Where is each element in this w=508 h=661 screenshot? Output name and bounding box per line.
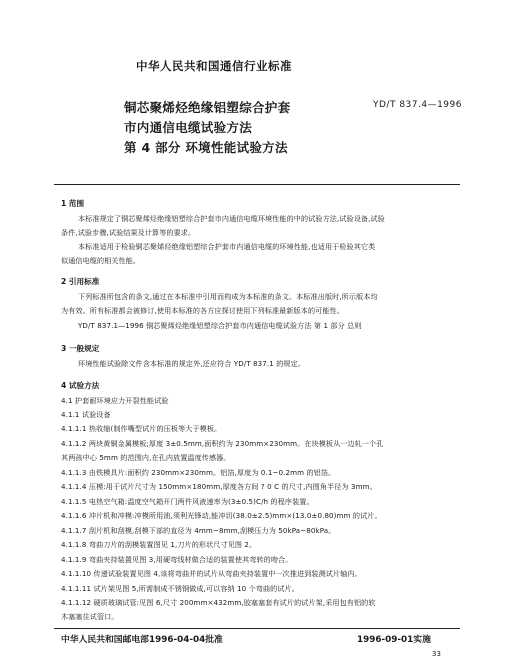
item-4-1-1-12-line-1: 4.1.1.12 硬质玻璃试管:见图 6,尺寸 200mm×432mm,胶塞塞套有试片的试片架,采用包有铝的软 bbox=[61, 598, 376, 607]
section-2-referenced-standard: YD/T 837.1—1996 铜芯聚烯烃绝缘铝塑综合护套市内通信电缆试验方法 第 1 部分 总则 bbox=[78, 321, 362, 330]
page-number: 33 bbox=[432, 650, 441, 658]
subsection-4-1: 4.1 护套耐环境应力开裂性能试验 bbox=[61, 396, 169, 405]
section-1-para-2-line-2: 似通信电缆的相关性能。 bbox=[61, 256, 141, 265]
section-4-heading: 4 试验方法 bbox=[61, 381, 100, 390]
title-line-1: 铜芯聚烯烃绝缘铝塑综合护套 bbox=[124, 100, 291, 115]
title-line-3: 第 4 部分 环境性能试验方法 bbox=[124, 140, 288, 155]
item-4-1-1-2-line-2: 其两孩中心 5mm 的范围内,在孔内放置温度传感器。 bbox=[61, 453, 231, 462]
item-4-1-1-4: 4.1.1.4 压模:用于试片尺寸为 150mm×180mm,厚度各方间 ? 0 C 的尺寸,内围角半径为 3mm。 bbox=[61, 482, 377, 491]
section-1-para-1-line-2: 条件,试验步骤,试验结果及计算等的要求。 bbox=[61, 228, 196, 237]
section-1-para-1-line-1: 本标准规定了铜芯聚烯烃绝缘铝塑综合护套市内通信电缆环境性能的中的试验方法,试验设备,试验 bbox=[78, 214, 385, 223]
standard-number: YD/T 837.4—1996 bbox=[373, 100, 462, 110]
section-3-heading: 3 一般规定 bbox=[61, 344, 100, 353]
item-4-1-1-7: 4.1.1.7 刮片机和刮模,刮模下部的直径为 4mm~8mm,刮模压力为 50kPa~80kPa。 bbox=[61, 526, 336, 535]
item-4-1-1-1: 4.1.1.1 热收缩(制作嘴型试片的压板等大于模板。 bbox=[61, 424, 222, 433]
section-1-para-2-line-1: 本标准适用于检验铜芯聚烯烃绝缘铝塑综合护套市内通信电缆的环境性能,也适用于检验其它类 bbox=[78, 242, 376, 251]
title-divider bbox=[54, 184, 460, 185]
item-4-1-1-12-line-2: 木塞塞住试管口。 bbox=[61, 612, 119, 621]
section-2-para-1-line-1: 下列标准所包含的条文,通过在本标准中引用而构成为本标准的条文。本标准出版时,所示版本均 bbox=[78, 292, 378, 301]
subsection-4-1-1: 4.1.1 试验设备 bbox=[61, 410, 111, 419]
item-4-1-1-3: 4.1.1.3 由铁模具片:面积约 230mm×230mm。铝箔,厚度为 0.1~0.2mm 的铝箔。 bbox=[61, 468, 336, 477]
section-3-para-1: 环境性能试验除文件含本标准的规定外,还应符合 YD/T 837.1 的规定。 bbox=[78, 359, 305, 368]
approval-date: 中华人民共和国邮电部1996-04-04批准 bbox=[61, 635, 223, 645]
document-header: 中华人民共和国通信行业标准 bbox=[136, 59, 292, 73]
item-4-1-1-8: 4.1.1.8 弯曲刀片的刮模装置图见 1,刀片的形状尺寸见图 2。 bbox=[61, 540, 257, 549]
item-4-1-1-9: 4.1.1.9 弯曲夹持装置见图 3,用硬弯线材做合适的装置使其弯转的吻合。 bbox=[61, 555, 293, 564]
section-2-heading: 2 引用标准 bbox=[61, 277, 100, 286]
item-4-1-1-6: 4.1.1.6 冲片机和冲模:冲模所用油,须利光锋动,能冲切(38.0±2.5)mm×(13.0±0.80)mm 的试片。 bbox=[61, 511, 382, 520]
item-4-1-1-10: 4.1.1.10 传递试验装置见图 4,该将弯曲并的试片从弯曲夹持装置中一次推进到装测试片轴内。 bbox=[61, 569, 362, 578]
section-2-para-1-line-2: 为有效。所有标准都会被修订,使用本标准的各方应探讨使用下列标准最新版本的可能性。 bbox=[61, 306, 344, 315]
section-1-heading: 1 范围 bbox=[61, 199, 85, 208]
footer-divider bbox=[54, 628, 460, 629]
title-line-2: 市内通信电缆试验方法 bbox=[124, 120, 253, 135]
effective-date: 1996-09-01实施 bbox=[357, 635, 431, 645]
item-4-1-1-5: 4.1.1.5 电热空气箱:温度空气箱开门两件风液速率为(3±0.5)C/h 的程序装置。 bbox=[61, 497, 314, 506]
item-4-1-1-11: 4.1.1.11 试片架见图 5,所需制成不锈钢做成,可以容纳 10 个弯曲的试片。 bbox=[61, 584, 299, 593]
item-4-1-1-2-line-1: 4.1.1.2 两块黄铜金属模板;厚度 3±0.5mm,面积约为 230mm×230mm。在块模板从一边轧一个孔 bbox=[61, 439, 384, 448]
